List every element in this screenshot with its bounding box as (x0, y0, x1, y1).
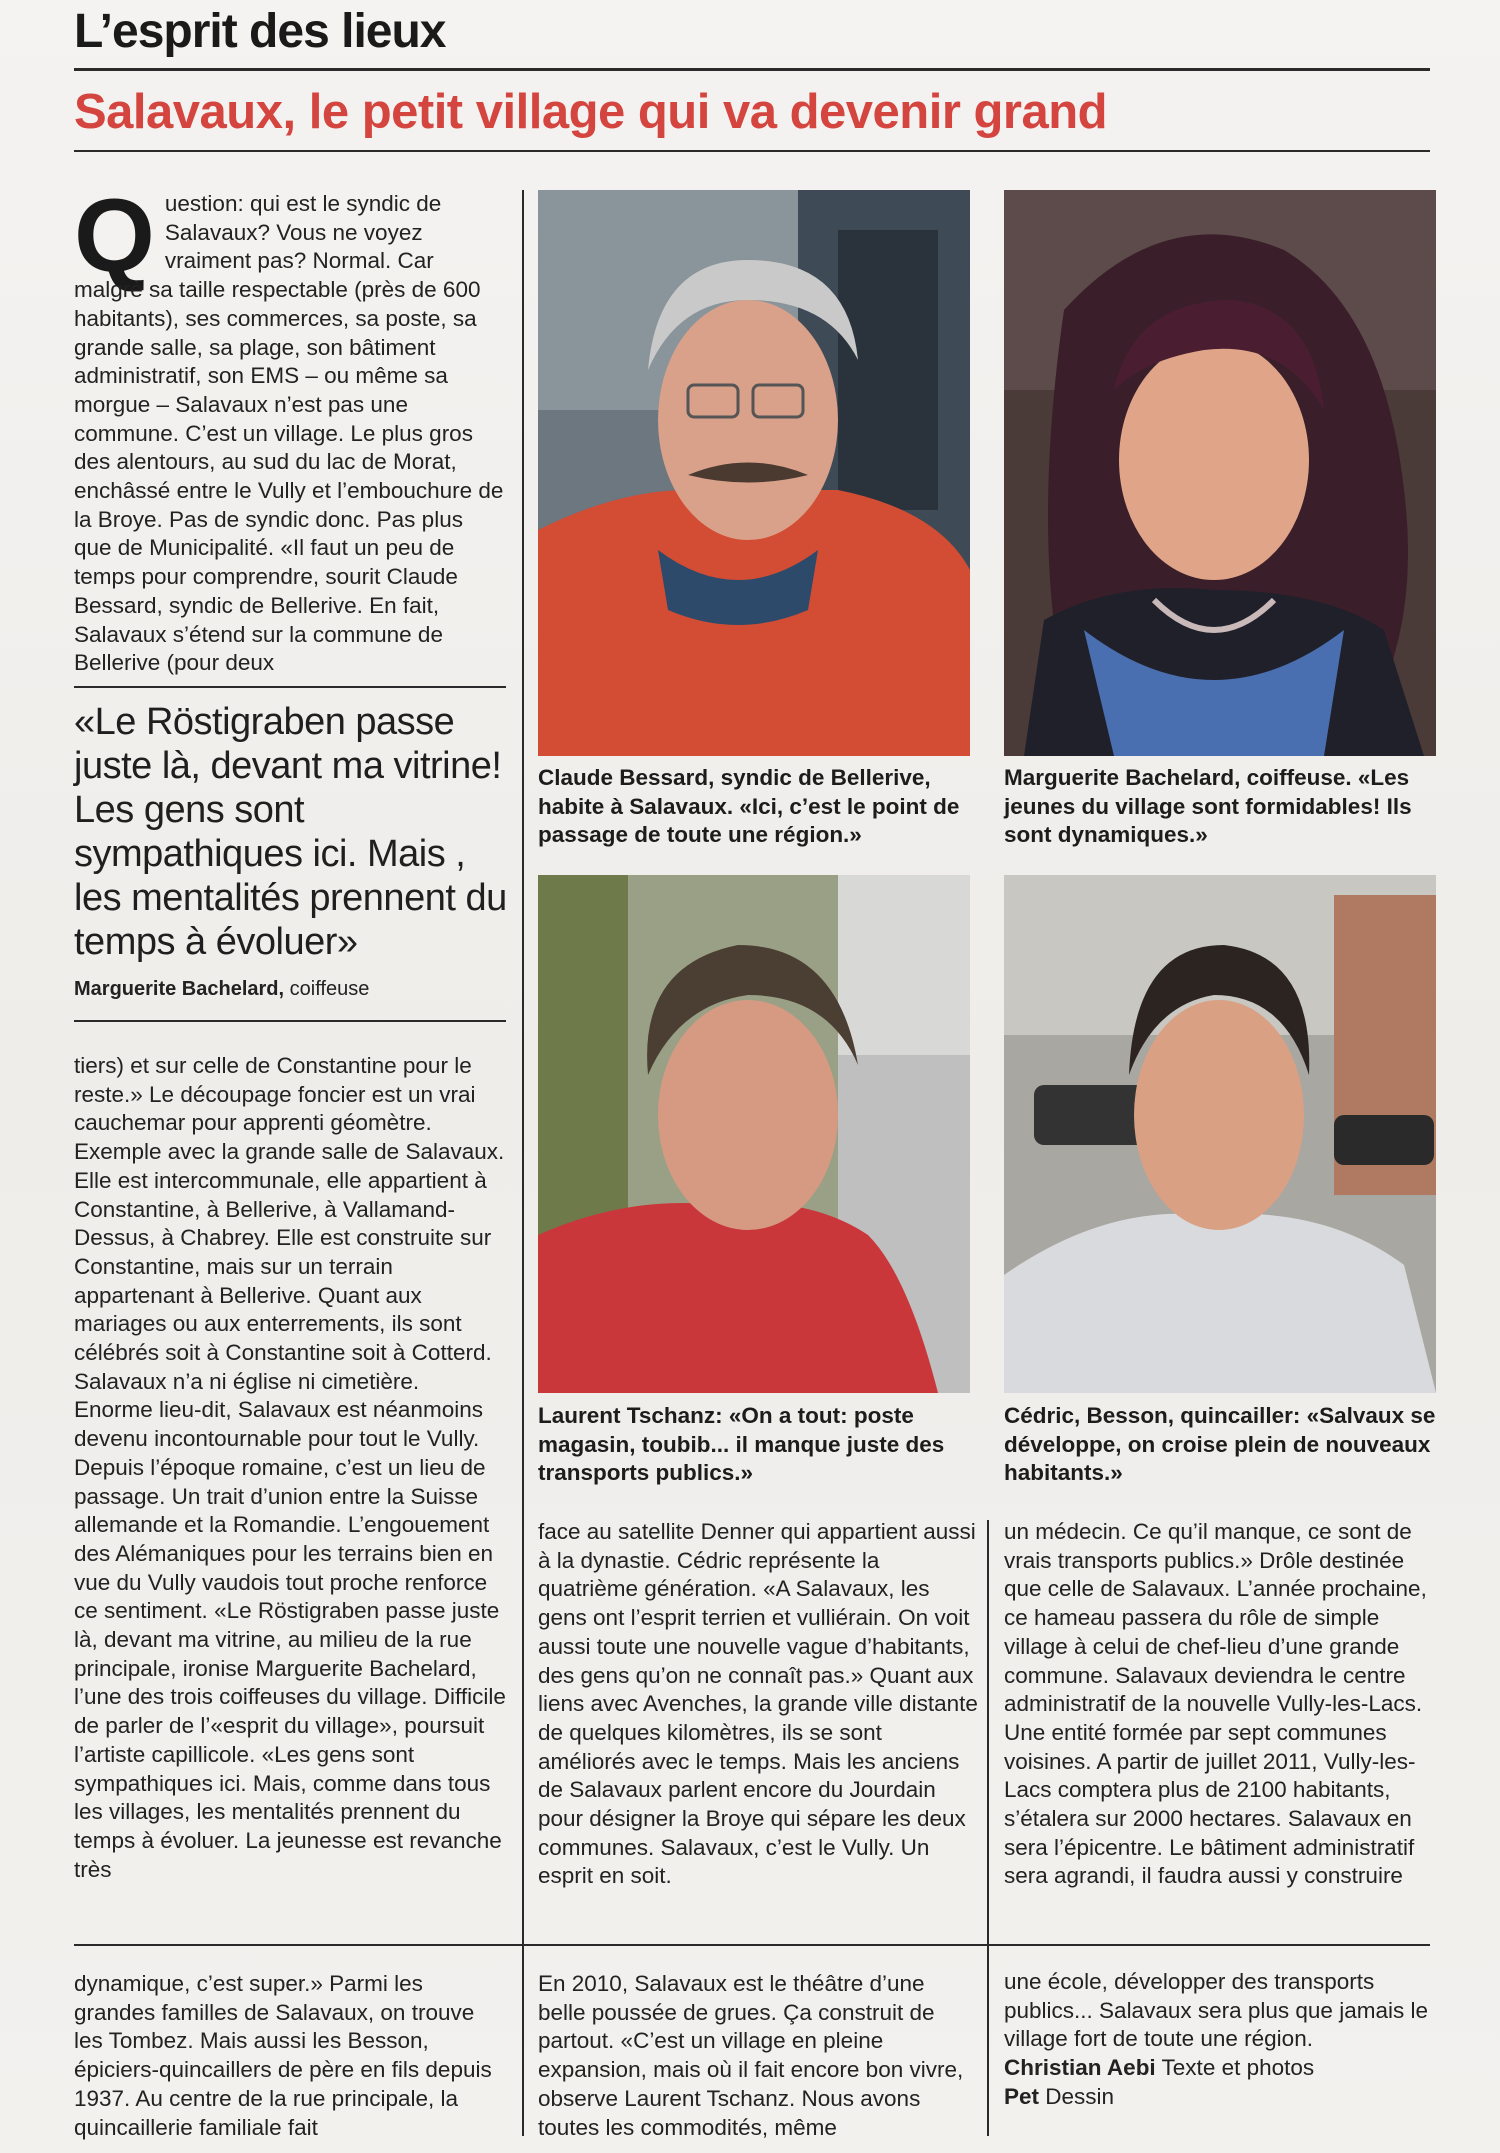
body-middle-bottom: En 2010, Salavaux est le théâtre d’une belle poussée de grues. Ça construit de partout. «C’est un village en pleine expansion, mais où il fait encore bon vivre, observe Laurent Tschanz. Nous avons toutes les commodités, même (538, 1971, 964, 2140)
credit-artist (1004, 2083, 1444, 2112)
photo-marguerite-bachelard (1004, 190, 1436, 756)
intro-paragraph (74, 178, 506, 678)
artist-role: Dessin (1039, 2083, 1115, 2109)
body-right-bottom (1004, 1968, 1444, 2112)
divider-quote-top (74, 686, 506, 688)
body-middle: face au satellite Denner qui appartient aussi à la dynastie. Cédric représente la quatrième génération. «A Salavaux, les gens ont l’esprit terrien et vulliérain. On voit aussi toute une nouvelle vague d’habitants, des gens qu’on ne connaît pas.» Quant aux liens avec Avenches, la grande ville distante de quelques kilomètres, ils se sont améliorés avec le temps. Mais les anciens de Salavaux parlent encore du Jourdain pour désigner la Broye qui sépare les deux communes. Salavaux, c’est le Vully. Un esprit en soit. (538, 1519, 978, 1889)
pull-quote-name: Marguerite Bachelard, (74, 978, 285, 1000)
divider-headline (74, 150, 1430, 152)
photo-claude-bessard (538, 190, 970, 756)
column-divider-2 (987, 1520, 989, 2136)
caption-bessard: Claude Bessard, syndic de Bellerive, habite à Salavaux. «Ici, c’est le point de passage de toute une région.» (538, 765, 960, 847)
intro-text: uestion: qui est le syndic de Salavaux? Vous ne voyez vraiment pas? Normal. Car malgré sa taille respectable (près de 600 habitants), ses commerces, sa poste, sa grande salle, sa plage, son bâtiment administratif, son EMS – ou même sa morgue – Salavaux n’est pas une commune. C’est un village. Le plus gros des alentours, au sud du lac de Morat, enchâssé entre le Vully et l’embouchure de la Broye. Pas de syndic donc. Pas plus que de Municipalité. «Il faut un peu de temps pour comprendre, sourit Claude Bessard, syndic de Bellerive. En fait, Salavaux s’étend sur la commune de Bellerive (pour deux (74, 191, 504, 676)
body-left-paragraph-1: tiers) et sur celle de Constantine pour le reste.» Le découpage foncier est un vrai cauchemar pour apprenti géomètre. Exemple avec la grande salle de Salavaux. Elle est intercommunale, elle appartient à Constantine, à Bellerive, à Vallamand-Dessus, à Chabrey. Elle est construite sur Constantine, mais sur un terrain appartenant à Bellerive. Quant aux mariages ou aux enterrements, ils sont célébrés soit à Constantine soit à Cotterd. Salavaux n’a ni église ni cimetière. (74, 1053, 505, 1394)
artist-name: Pet (1004, 2083, 1040, 2109)
pull-quote: «Le Röstigraben passe juste là, devant ma vitrine! Les gens sont sympathiques ici. Mais , les mentalités prennent du temps à évoluer» (74, 701, 507, 963)
column-divider-1 (522, 190, 524, 2136)
author-name: Christian Aebi (1004, 2055, 1156, 2081)
credit-author (1004, 2054, 1444, 2083)
article-headline: Salavaux, le petit village qui va devenir grand (74, 85, 1108, 139)
pull-quote-role: coiffeuse (284, 978, 370, 1000)
closing-text: une école, développer des transports publics... Salavaux sera plus que jamais le village fort de toute une région. (1004, 1969, 1428, 2052)
body-right: un médecin. Ce qu’il manque, ce sont de vrais transports publics.» Drôle destinée que celle de Salavaux. L’année prochaine, ce hameau passera du rôle de simple village à celui de chef-lieu d’une grande commune. Salavaux deviendra le centre administratif de la nouvelle Vully-les-Lacs. Une entité formée par sept communes voisines. A partir de juillet 2011, Vully-les-Lacs comptera plus de 2100 habitants, s’étalera sur 2000 hectares. Salavaux en sera l’épicentre. Le bâtiment administratif sera agrandi, il faudra aussi y construire (1004, 1519, 1427, 1889)
caption-besson: Cédric, Besson, quincailler: «Salvaux se développe, on croise plein de nouveaux habitants.» (1004, 1403, 1436, 1485)
section-rubric: L’esprit des lieux (74, 5, 446, 58)
caption-bachelard: Marguerite Bachelard, coiffeuse. «Les jeunes du village sont formidables! Ils sont dynamiques.» (1004, 765, 1412, 847)
divider-quote-bottom (74, 1020, 506, 1022)
caption-tschanz: Laurent Tschanz: «On a tout: poste magasin, toubib... il manque juste des transports publics.» (538, 1403, 945, 1485)
pull-quote-credit (74, 978, 369, 1001)
photo-cedric-besson (1004, 875, 1436, 1393)
divider-top (74, 68, 1430, 71)
photo-laurent-tschanz (538, 875, 970, 1393)
divider-bottom (74, 1944, 1430, 1946)
body-left-paragraph-2: Enorme lieu-dit, Salavaux est néanmoins devenu incontournable pour tout le Vully. Depuis l’époque romaine, c’est un lieu de passage. Un trait d’union entre la Suisse allemande et la Romandie. L’engouement des Alémaniques pour les terrains bien en vue du Vully vaudois tout proche renforce ce sentiment. «Le Röstigraben passe juste là, devant ma vitrine, au milieu de la rue principale, ironise Marguerite Bachelard, l’une des trois coiffeuses du village. Difficile de parler de l’«esprit du village», poursuit l’artiste capillicole. «Les gens sont sympathiques ici. Mais, comme dans tous les villages, les mentalités prennent du temps à évoluer. La jeunesse est revanche très (74, 1397, 506, 1882)
body-left-bottom: dynamique, c’est super.» Parmi les grandes familles de Salavaux, on trouve les Tombez. Mais aussi les Besson, épiciers-quincaillers de père en fils depuis 1937. Au centre de la rue principale, la quincaillerie familiale fait (74, 1971, 492, 2140)
body-left (74, 1052, 506, 1884)
drop-cap: Q (74, 178, 155, 294)
author-role: Texte et photos (1155, 2055, 1315, 2081)
